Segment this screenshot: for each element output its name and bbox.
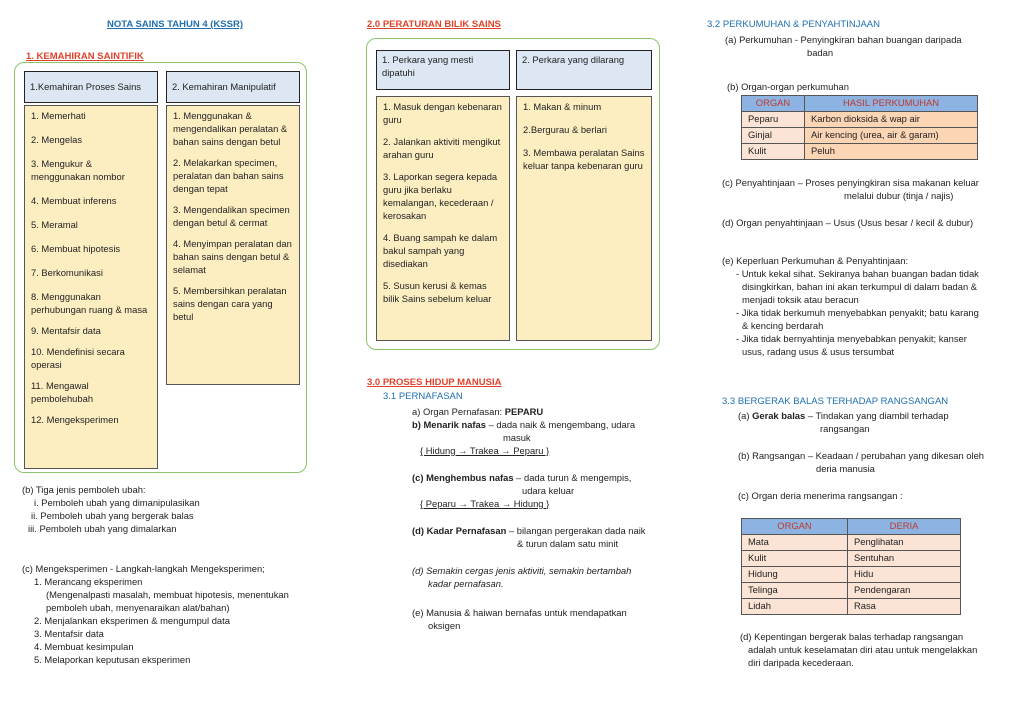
list-item: 3. Mengukur & menggunakan nombor bbox=[31, 157, 125, 182]
list-item: 5. Melaporkan keputusan eksperimen bbox=[34, 653, 191, 665]
table-row bbox=[742, 598, 961, 614]
page-title: NOTA SAINS TAHUN 4 (KSSR) bbox=[107, 19, 243, 30]
list-item: 8. Menggunakan perhubungan ruang & masa bbox=[31, 290, 148, 315]
deria-table bbox=[741, 518, 961, 615]
airflow-inhale: { Hidung → Trakea → Peparu } bbox=[420, 444, 550, 456]
list-item: 2. Mengelas bbox=[31, 133, 83, 145]
definition-cont: diri daripada kecederaan. bbox=[748, 656, 854, 668]
table-cell: Kulit bbox=[742, 143, 805, 159]
proses-sains-header: 1.Kemahiran Proses Sains bbox=[24, 71, 158, 103]
organ-perkumuhan-title: (b) Organ-organ perkumuhan bbox=[727, 81, 849, 92]
table-cell: Penglihatan bbox=[848, 534, 961, 550]
mesti-dipatuhi-header: 1. Perkara yang mesti dipatuhi bbox=[376, 50, 510, 90]
mesti-dipatuhi-list bbox=[376, 96, 510, 341]
table-cell: Hidu bbox=[848, 566, 961, 582]
table-cell: Peluh bbox=[805, 143, 978, 159]
note: (d) Semakin cergas jenis aktiviti, semakin bertambah bbox=[412, 564, 632, 576]
table-cell: Lidah bbox=[742, 598, 848, 614]
list-item: disingkirkan, bahan ini akan terkumpul di dalam badan & bbox=[742, 280, 978, 292]
definition-cont: rangsangan bbox=[820, 422, 870, 434]
subsection-pernafasan: 3.1 PERNAFASAN bbox=[383, 391, 463, 402]
manipulatif-header: 2. Kemahiran Manipulatif bbox=[166, 71, 300, 103]
list-item: 10. Mendefinisi secara operasi bbox=[31, 345, 125, 370]
table-row bbox=[742, 143, 978, 159]
organ-value: PEPARU bbox=[504, 406, 544, 417]
note-cont: kadar pernafasan. bbox=[428, 577, 504, 589]
table-row bbox=[742, 566, 961, 582]
table-cell: Mata bbox=[742, 534, 848, 550]
list-item: 1. Merancang eksperimen bbox=[34, 575, 143, 587]
list-item: 2. Jalankan aktiviti mengikut arahan guru bbox=[383, 135, 501, 160]
subheading: (c) Mengeksperimen - Langkah-langkah Mengeksperimen; bbox=[22, 563, 265, 574]
definition-cont: badan bbox=[807, 46, 834, 58]
dilarang-list bbox=[516, 96, 652, 341]
keperluan-block bbox=[722, 255, 979, 359]
definition: (d) Kepentingan bergerak balas terhadap rangsangan bbox=[740, 631, 964, 642]
proses-sains-list bbox=[24, 105, 158, 469]
list-item: & kencing berdarah bbox=[742, 319, 824, 331]
list-item: menjadi toksik atau beracun bbox=[742, 293, 859, 305]
list-item: 2. Melakarkan specimen, peralatan dan bahan sains dengan tepat bbox=[173, 156, 284, 194]
table-cell: Pendengaran bbox=[848, 582, 961, 598]
definition-cont: deria manusia bbox=[816, 462, 875, 474]
list-item: 3. Laporkan segera kepada guru jika berlaku kemalangan, kecederaan / kerosakan bbox=[383, 170, 498, 221]
list-item: 5. Susun kerusi & kemas bilik Sains sebelum keluar bbox=[383, 279, 492, 304]
table-cell: Sentuhan bbox=[848, 550, 961, 566]
definition: (b) Rangsangan – Keadaan / perubahan yang dikesan oleh bbox=[738, 449, 985, 461]
term: Gerak balas bbox=[752, 410, 806, 421]
definition: – dada naik & mengembang, udara bbox=[485, 418, 636, 430]
definition-cont: adalah untuk keselamatan diri atau untuk mengelakkan bbox=[748, 643, 978, 655]
note-cont: oksigen bbox=[428, 619, 461, 631]
list-item: 3. Mentafsir data bbox=[34, 627, 104, 639]
table-header: DERIA bbox=[848, 519, 961, 535]
list-item: 3. Membawa peralatan Sains keluar tanpa kebenaran guru bbox=[523, 146, 645, 171]
list-item: 5. Membersihkan peralatan sains dengan cara yang betul bbox=[173, 284, 287, 322]
list-item: pemboleh ubah, menyenaraikan alat/bahan) bbox=[46, 601, 230, 613]
definition: (d) Organ penyahtinjaan – Usus (Usus besar / kecil & dubur) bbox=[722, 216, 974, 228]
list-item: 1. Menggunakan & mengendalikan peralatan & bahan sains dengan betul bbox=[173, 110, 288, 147]
subheading: (b) Tiga jenis pemboleh ubah: bbox=[22, 484, 146, 495]
list-item: 1. Masuk dengan kebenaran guru bbox=[383, 101, 502, 125]
list-item: 2.Bergurau & berlari bbox=[523, 123, 607, 135]
table-cell: Karbon dioksida & wap air bbox=[805, 111, 978, 127]
perkumuhan-definition bbox=[725, 34, 962, 60]
gerak-balas-block bbox=[738, 410, 984, 503]
section-kemahiran-saintifik: 1. KEMAHIRAN SAINTIFIK bbox=[26, 51, 144, 62]
airflow-exhale: { Peparu → Trakea → Hidung } bbox=[420, 497, 550, 509]
list-item: ii. Pemboleh ubah yang bergerak balas bbox=[31, 509, 194, 521]
term: b) Menarik nafas bbox=[412, 418, 486, 430]
definition: (c) Penyahtinjaan – Proses penyingkiran sisa makanan keluar bbox=[722, 177, 979, 188]
definition-cont: masuk bbox=[503, 431, 531, 443]
list-item: - Jika tidak bernyahtinja menyebabkan penyakit; kanser bbox=[736, 332, 967, 344]
table-row bbox=[742, 550, 961, 566]
table-cell: Peparu bbox=[742, 111, 805, 127]
label: (a) bbox=[738, 410, 753, 421]
list-item: (Mengenalpasti masalah, membuat hipotesis, menentukan bbox=[46, 588, 289, 600]
list-item: iii. Pemboleh ubah yang dimalarkan bbox=[28, 522, 177, 534]
table-cell: Hidung bbox=[742, 566, 848, 582]
list-item: usus, radang usus & usus tersumbat bbox=[742, 345, 895, 357]
table-row bbox=[742, 582, 961, 598]
perkumuhan-table bbox=[741, 95, 978, 160]
pemboleh-ubah-block bbox=[22, 484, 200, 536]
table-cell: Air kencing (urea, air & garam) bbox=[805, 127, 978, 143]
definition: (a) Perkumuhan - Penyingkiran bahan buangan daripada bbox=[725, 34, 962, 45]
subheading: (c) Organ deria menerima rangsangan : bbox=[738, 489, 903, 501]
list-item: - Untuk kekal sihat. Sekiranya bahan buangan badan tidak bbox=[736, 267, 979, 279]
definition: – dada turun & mengempis, bbox=[513, 471, 632, 483]
table-cell: Rasa bbox=[848, 598, 961, 614]
list-item: 1. Makan & minum bbox=[523, 101, 602, 112]
list-item: 4. Membuat kesimpulan bbox=[34, 640, 134, 652]
penyahtinjaan-block bbox=[722, 177, 979, 230]
manipulatif-list bbox=[166, 105, 300, 385]
table-header: HASIL PERKUMUHAN bbox=[805, 96, 978, 112]
list-item: 11. Mengawal pembolehubah bbox=[31, 379, 94, 404]
table-row bbox=[742, 127, 978, 143]
table-cell: Kulit bbox=[742, 550, 848, 566]
list-item: 5. Meramal bbox=[31, 218, 78, 230]
definition: – bilangan pergerakan dada naik bbox=[506, 524, 646, 536]
subsection-gerak-balas: 3.3 BERGERAK BALAS TERHADAP RANGSANGAN bbox=[722, 396, 949, 407]
table-row bbox=[742, 111, 978, 127]
definition-cont: udara keluar bbox=[522, 484, 575, 496]
table-header: ORGAN bbox=[742, 519, 848, 535]
list-item: 2. Menjalankan eksperimen & mengumpul data bbox=[34, 614, 230, 626]
list-item: 4. Membuat inferens bbox=[31, 194, 117, 206]
table-row bbox=[742, 534, 961, 550]
list-item: 12. Mengeksperimen bbox=[31, 413, 119, 425]
pernafasan-block bbox=[412, 406, 645, 633]
definition-cont: melalui dubur (tinja / najis) bbox=[844, 189, 954, 201]
list-item: 7. Berkomunikasi bbox=[31, 266, 103, 278]
mengeksperimen-block bbox=[22, 563, 289, 667]
definition: – Tindakan yang diambil terhadap bbox=[805, 410, 949, 421]
table-cell: Ginjal bbox=[742, 127, 805, 143]
list-item: i. Pemboleh ubah yang dimanipulasikan bbox=[34, 496, 200, 508]
list-item: 9. Mentafsir data bbox=[31, 324, 101, 336]
list-item: 4. Buang sampah ke dalam bakul sampah yang disediakan bbox=[383, 231, 498, 269]
table-cell: Telinga bbox=[742, 582, 848, 598]
term: (d) Kadar Pernafasan bbox=[412, 524, 507, 536]
list-item: 3. Mengendalikan specimen dengan betul & cermat bbox=[173, 203, 290, 228]
term: (c) Menghembus nafas bbox=[412, 471, 514, 483]
note: (e) Manusia & haiwan bernafas untuk mendapatkan bbox=[412, 606, 627, 618]
section-proses-hidup-manusia: 3.0 PROSES HIDUP MANUSIA bbox=[367, 377, 502, 388]
table-header: ORGAN bbox=[742, 96, 805, 112]
definition-cont: & turun dalam satu minit bbox=[517, 537, 619, 549]
dilarang-header: 2. Perkara yang dilarang bbox=[516, 50, 652, 90]
organ-label: a) Organ Pernafasan: bbox=[412, 406, 505, 417]
list-item: - Jika tidak berkumuh menyebabkan penyakit; batu karang bbox=[736, 306, 979, 318]
section-peraturan-bilik-sains: 2.0 PERATURAN BILIK SAINS bbox=[367, 19, 501, 30]
subheading: (e) Keperluan Perkumuhan & Penyahtinjaan: bbox=[722, 255, 909, 266]
list-item: 6. Membuat hipotesis bbox=[31, 242, 121, 254]
kepentingan-block bbox=[740, 631, 977, 670]
list-item: 1. Memerhati bbox=[31, 110, 86, 121]
list-item: 4. Menyimpan peralatan dan bahan sains dengan betul & selamat bbox=[173, 237, 292, 275]
subsection-perkumuhan: 3.2 PERKUMUHAN & PENYAHTINJAAN bbox=[707, 19, 880, 30]
